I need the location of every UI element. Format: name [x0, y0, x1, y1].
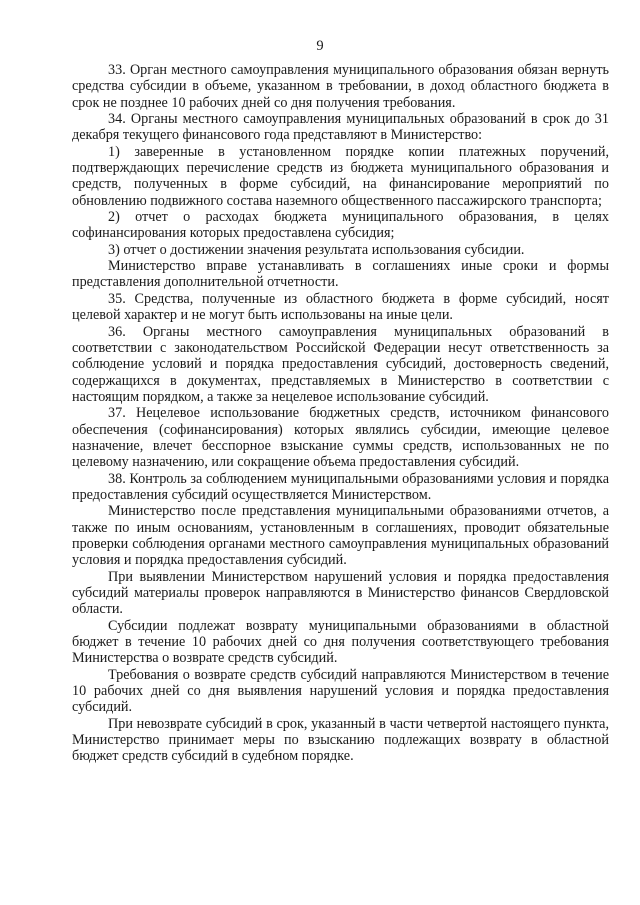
paragraph-33: 33. Орган местного самоуправления муниципального образования обязан вернуть средства субсидии в объеме, указанном в требовании, в доход областного бюджета в срок не позднее 10 рабочих дней со дня получения требования. [72, 62, 609, 111]
paragraph-38-part-5: Требования о возврате средств субсидий направляются Министерством в течение 10 рабочих дней со дня выявления нарушений условия и порядка предоставления субсидий. [72, 666, 609, 716]
paragraph-38-part-3: При выявлении Министерством нарушений условия и порядка предоставления субсидий материалы проверок направляются в Министерство финансов Свердловской области. [72, 568, 609, 618]
paragraph-34-item-3: 3) отчет о достижении значения результата использования субсидии. [108, 241, 525, 258]
document-body [72, 62, 609, 765]
paragraph-36: 36. Органы местного самоуправления муниципальных образований в соответствии с законодательством Российской Федерации несут ответственность за соблюдение условий и порядка предоставления субсидий, достоверность сведений, содержащихся в документах, представляемых в Министерство в соответствии с настоящим порядком, а также за нецелевое использование субсидий. [72, 323, 609, 405]
paragraph-37: 37. Нецелевое использование бюджетных средств, источником финансового обеспечения (софинансирования) которых являлись субсидии, имеющие целевое назначение, влечет бесспорное взыскание суммы средств, использованных не по целевому назначению, или сокращение объема предоставления субсидий. [72, 405, 609, 471]
paragraph-38-part-6: При невозврате субсидий в срок, указанный в части четвертой настоящего пункта, Министерство принимает меры по взысканию подлежащих возврату в областной бюджет средств субсидий в судебном порядке. [72, 715, 609, 765]
paragraph-38: 38. Контроль за соблюдением муниципальными образованиями условия и порядка предоставления субсидий осуществляется Министерством. [72, 470, 609, 503]
paragraph-34-item-2: 2) отчет о расходах бюджета муниципального образования, в целях софинансирования которых предоставлена субсидия; [72, 209, 609, 242]
paragraph-38-part-4: Субсидии подлежат возврату муниципальными образованиями в областной бюджет в течение 10 рабочих дней со дня получения соответствующего требования Министерства о возврате средств субсидий. [72, 617, 609, 667]
page-number: 9 [316, 38, 324, 54]
paragraph-34-item-1: 1) заверенные в установленном порядке копии платежных поручений, подтверждающих перечисление средств из бюджета муниципального образования и средств, полученных в форме субсидий, на финансирование мероприятий по обновлению подвижного состава наземного общественного пассажирского транспорта; [72, 143, 609, 209]
paragraph-34-note: Министерство вправе устанавливать в соглашениях иные сроки и формы представления дополнительной отчетности. [72, 258, 609, 291]
paragraph-34: 34. Органы местного самоуправления муниципальных образований в срок до 31 декабря текущего финансового года представляют в Министерство: [72, 111, 609, 144]
paragraph-35: 35. Средства, полученные из областного бюджета в форме субсидий, носят целевой характер и не могут быть использованы на иные цели. [72, 290, 609, 324]
paragraph-38-part-2: Министерство после представления муниципальными образованиями отчетов, а также по иным основаниям, установленным в соглашениях, проводит обязательные проверки соблюдения органами местного самоуправления муниципальных образований условия и порядка предоставления субсидий. [72, 503, 609, 569]
